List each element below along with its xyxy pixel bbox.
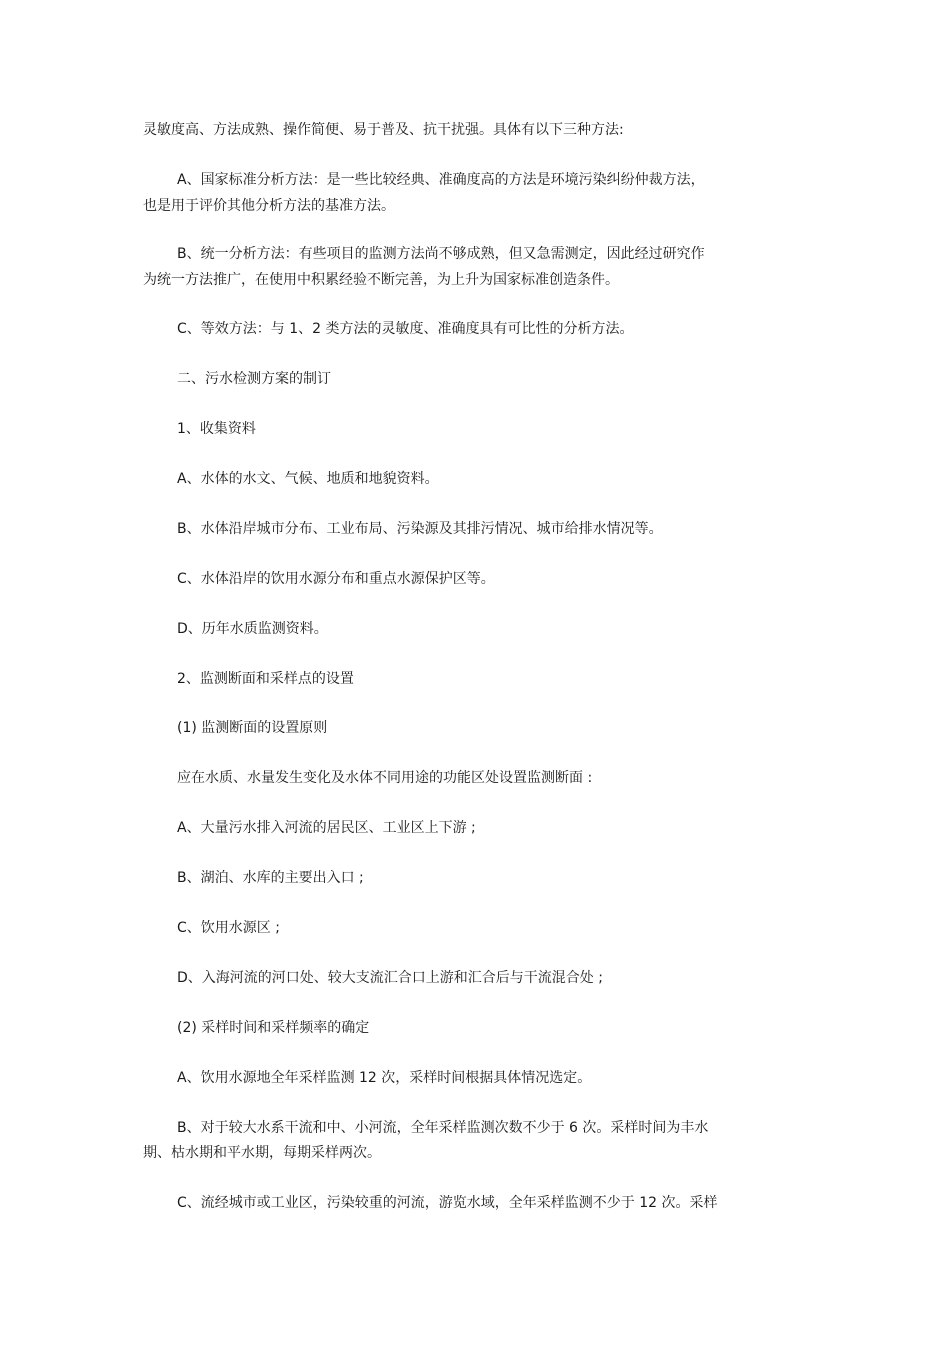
list-item: A、饮用水源地全年采样监测 12 次，采样时间根据具体情况选定。 — [177, 1070, 592, 1086]
list-item: A、水体的水文、气候、地质和地貌资料。 — [177, 471, 439, 487]
paragraph-line: B、统一分析方法：有些项目的监测方法尚不够成熟，但又急需测定，因此经过研究作 — [177, 246, 705, 262]
list-item: B、湖泊、水库的主要出入口 ; — [177, 870, 364, 886]
list-item: A、大量污水排入河流的居民区、工业区上下游 ; — [177, 820, 476, 836]
list-item: C、饮用水源区 ; — [177, 920, 280, 936]
list-item: C、水体沿岸的饮用水源分布和重点水源保护区等。 — [177, 571, 495, 587]
section-heading: 二、污水检测方案的制订 — [177, 371, 331, 387]
subsection-heading: (2) 采样时间和采样频率的确定 — [177, 1020, 370, 1036]
list-item: D、历年水质监测资料。 — [177, 621, 328, 637]
paragraph-line: A、国家标准分析方法：是一些比较经典、准确度高的方法是环境污染纠纷仲裁方法， — [177, 172, 705, 188]
list-item: B、水体沿岸城市分布、工业布局、污染源及其排污情况、城市给排水情况等。 — [177, 521, 663, 537]
paragraph-line: 应在水质、水量发生变化及水体不同用途的功能区处设置监测断面 : — [177, 770, 593, 786]
subsection-heading: 1、收集资料 — [177, 421, 256, 437]
paragraph-line: 灵敏度高、方法成熟、操作简便、易于普及、抗干扰强。具体有以下三种方法: — [143, 122, 624, 138]
subsection-heading: 2、监测断面和采样点的设置 — [177, 671, 354, 687]
list-item: C、流经城市或工业区，污染较重的河流，游览水域，全年采样监测不少于 12 次。采样 — [177, 1195, 718, 1211]
paragraph-line: 也是用于评价其他分析方法的基准方法。 — [143, 198, 395, 214]
list-item: B、对于较大水系干流和中、小河流，全年采样监测次数不少于 6 次。采样时间为丰水 — [177, 1120, 709, 1136]
paragraph-line: 期、枯水期和平水期，每期采样两次。 — [143, 1145, 381, 1161]
paragraph-line: 为统一方法推广，在使用中积累经验不断完善，为上升为国家标准创造条件。 — [143, 272, 619, 288]
list-item: D、入海河流的河口处、较大支流汇合口上游和汇合后与干流混合处 ; — [177, 970, 603, 986]
subsection-heading: (1) 监测断面的设置原则 — [177, 720, 328, 736]
paragraph-line: C、等效方法：与 1、2 类方法的灵敏度、准确度具有可比性的分析方法。 — [177, 321, 634, 337]
